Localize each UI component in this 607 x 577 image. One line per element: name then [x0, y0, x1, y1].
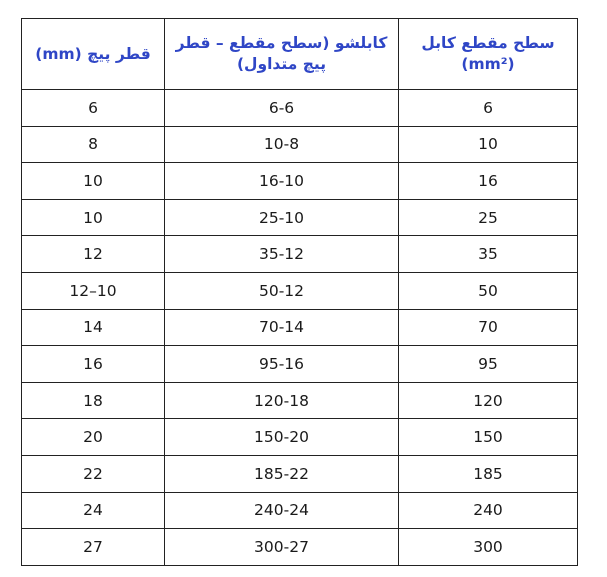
- cross-section-cell: 10: [399, 126, 578, 163]
- bolt-diameter-cell: 12–10: [22, 272, 165, 309]
- cross-section-cell: 95: [399, 346, 578, 383]
- table-row: [22, 309, 578, 346]
- cable-lug-cell: 16-10: [165, 163, 399, 200]
- table-row: [22, 455, 578, 492]
- table-row: [22, 382, 578, 419]
- bolt-diameter-cell: 18: [22, 382, 165, 419]
- cable-lug-cell: 185-22: [165, 455, 399, 492]
- table-row: [22, 163, 578, 200]
- cross-section-cell: 35: [399, 236, 578, 273]
- cable-lug-cell: 120-18: [165, 382, 399, 419]
- cross-section-cell: 185: [399, 455, 578, 492]
- table-row: [22, 199, 578, 236]
- header-cable-lug-line-1: کابلشو (سطح مقطع – قطر: [175, 34, 388, 52]
- header-cable-lug-line-2: پیچ متداول): [236, 55, 327, 73]
- cross-section-cell: 240: [399, 492, 578, 529]
- cable-lug-cell: 25-10: [165, 199, 399, 236]
- table-row: [22, 529, 578, 566]
- bolt-diameter-cell: 6: [22, 90, 165, 127]
- bolt-diameter-cell: 22: [22, 455, 165, 492]
- cable-lug-table-container: [21, 18, 577, 566]
- cable-lug-cell: 300-27: [165, 529, 399, 566]
- table-row: [22, 236, 578, 273]
- table-body: [22, 90, 578, 566]
- table-row: [22, 272, 578, 309]
- table-row: [22, 126, 578, 163]
- bolt-diameter-cell: 10: [22, 199, 165, 236]
- cable-lug-cell: 50-12: [165, 272, 399, 309]
- cross-section-cell: 120: [399, 382, 578, 419]
- table-header-row: [22, 19, 578, 90]
- header-cable-cross-section-line-2: (mm²): [461, 55, 515, 73]
- cable-lug-cell: 70-14: [165, 309, 399, 346]
- header-bolt-diameter: [22, 19, 165, 90]
- cross-section-cell: 25: [399, 199, 578, 236]
- table-row: [22, 346, 578, 383]
- cable-lug-cell: 6-6: [165, 90, 399, 127]
- cross-section-cell: 6: [399, 90, 578, 127]
- bolt-diameter-cell: 27: [22, 529, 165, 566]
- cross-section-cell: 150: [399, 419, 578, 456]
- cable-lug-table: [21, 18, 578, 566]
- cable-lug-cell: 10-8: [165, 126, 399, 163]
- bolt-diameter-cell: 24: [22, 492, 165, 529]
- cable-lug-cell: 150-20: [165, 419, 399, 456]
- cross-section-cell: 300: [399, 529, 578, 566]
- cable-lug-cell: 240-24: [165, 492, 399, 529]
- table-row: [22, 419, 578, 456]
- table-row: [22, 90, 578, 127]
- header-bolt-diameter-line-1: قطر پیچ (mm): [35, 44, 151, 63]
- header-cable-cross-section: [399, 19, 578, 90]
- cross-section-cell: 70: [399, 309, 578, 346]
- bolt-diameter-cell: 8: [22, 126, 165, 163]
- cross-section-cell: 50: [399, 272, 578, 309]
- bolt-diameter-cell: 12: [22, 236, 165, 273]
- table-row: [22, 492, 578, 529]
- cable-lug-cell: 35-12: [165, 236, 399, 273]
- bolt-diameter-cell: 16: [22, 346, 165, 383]
- bolt-diameter-cell: 20: [22, 419, 165, 456]
- cable-lug-cell: 95-16: [165, 346, 399, 383]
- cross-section-cell: 16: [399, 163, 578, 200]
- bolt-diameter-cell: 14: [22, 309, 165, 346]
- bolt-diameter-cell: 10: [22, 163, 165, 200]
- header-cable-cross-section-line-1: سطح مقطع کابل: [421, 34, 555, 52]
- header-cable-lug: [165, 19, 399, 90]
